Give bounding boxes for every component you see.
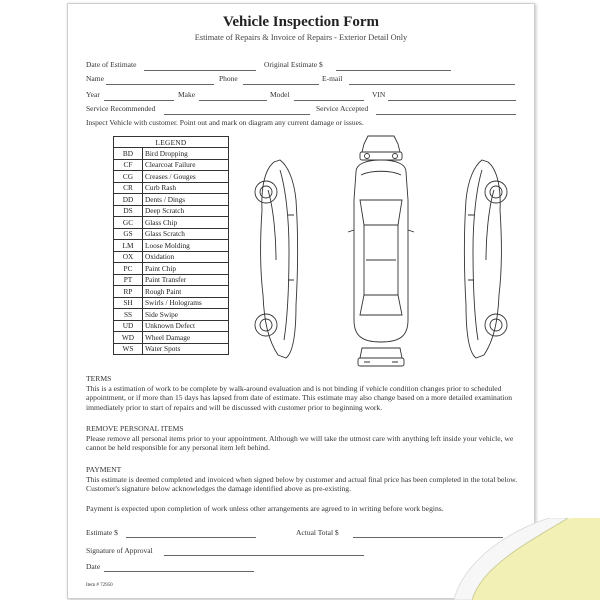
legend-label: Side Swipe bbox=[143, 309, 229, 321]
legend-code: GC bbox=[114, 217, 143, 229]
legend-label: Clearcoat Failure bbox=[143, 159, 229, 171]
model-field[interactable] bbox=[294, 90, 364, 101]
phone-field[interactable] bbox=[243, 74, 319, 85]
legend-code: SS bbox=[114, 309, 143, 321]
legend-code: GS bbox=[114, 228, 143, 240]
year-label: Year bbox=[86, 90, 100, 99]
legend-code: PC bbox=[114, 263, 143, 275]
legend-label: Wheel Damage bbox=[143, 332, 229, 344]
legend-label: Oxidation bbox=[143, 251, 229, 263]
legend-label: Glass Chip bbox=[143, 217, 229, 229]
estimate-field[interactable] bbox=[126, 527, 256, 538]
legend-row bbox=[114, 309, 229, 321]
legend-row bbox=[114, 205, 229, 217]
legend-code: OX bbox=[114, 251, 143, 263]
date-of-estimate-field[interactable] bbox=[144, 60, 256, 71]
legend-title: LEGEND bbox=[114, 137, 229, 148]
row-service bbox=[86, 104, 526, 116]
rear-view[interactable] bbox=[358, 348, 404, 366]
legend-row bbox=[114, 228, 229, 240]
legend-row bbox=[114, 182, 229, 194]
signature-field[interactable] bbox=[164, 545, 364, 556]
service-recommended-label: Service Recommended bbox=[86, 104, 156, 113]
legend-row bbox=[114, 240, 229, 252]
legend-code: DD bbox=[114, 194, 143, 206]
legend-label: Deep Scratch bbox=[143, 205, 229, 217]
legend-row bbox=[114, 217, 229, 229]
legend-row bbox=[114, 159, 229, 171]
legend-label: Swirls / Holograms bbox=[143, 297, 229, 309]
form-subtitle: Estimate of Repairs & Invoice of Repairs - Exterior Detail Only bbox=[194, 33, 408, 42]
carbonless-copy-curl bbox=[446, 518, 600, 600]
email-field[interactable] bbox=[349, 74, 515, 85]
legend-code: CF bbox=[114, 159, 143, 171]
terms-section bbox=[86, 374, 526, 412]
legend-row bbox=[114, 148, 229, 160]
legend-row bbox=[114, 251, 229, 263]
terms-heading: TERMS bbox=[86, 374, 112, 383]
payment-section bbox=[86, 465, 526, 494]
legend-code: WD bbox=[114, 332, 143, 344]
vin-label: VIN bbox=[372, 90, 386, 99]
legend-label: Dents / Dings bbox=[143, 194, 229, 206]
legend-label: Creases / Gouges bbox=[143, 171, 229, 183]
legend-row bbox=[114, 320, 229, 332]
legend-label: Rough Paint bbox=[143, 286, 229, 298]
payment-note: Payment is expected upon completion of work unless other arrangements are agreed to in writing before work begins. bbox=[86, 504, 444, 513]
top-view[interactable] bbox=[348, 160, 414, 342]
estimate-label: Estimate $ bbox=[86, 528, 118, 537]
make-label: Make bbox=[178, 90, 196, 99]
remove-items-section bbox=[86, 424, 526, 453]
legend-code: WS bbox=[114, 343, 143, 355]
service-accepted-label: Service Accepted bbox=[316, 104, 369, 113]
right-side-view[interactable] bbox=[465, 160, 508, 358]
legend-label: Paint Chip bbox=[143, 263, 229, 275]
vehicle-damage-diagram[interactable] bbox=[236, 130, 526, 370]
make-field[interactable] bbox=[199, 90, 267, 101]
actual-total-label: Actual Total $ bbox=[296, 528, 339, 537]
legend-label: Unknown Defect bbox=[143, 320, 229, 332]
name-field[interactable] bbox=[106, 74, 214, 85]
date-label: Date bbox=[86, 562, 101, 571]
legend-code: DS bbox=[114, 205, 143, 217]
row-date-estimate bbox=[86, 60, 526, 72]
legend-table bbox=[113, 136, 229, 355]
payment-body: This estimate is deemed completed and invoiced when signed below by customer and actual final price has been completed in the total below. Customer's signature below acknowledges the damage identified above as pre-existing. bbox=[86, 474, 518, 494]
service-recommended-field[interactable] bbox=[164, 104, 310, 115]
email-label: E-mail bbox=[322, 74, 343, 83]
remove-items-heading: REMOVE PERSONAL ITEMS bbox=[86, 424, 184, 433]
signature-label: Signature of Approval bbox=[86, 546, 153, 555]
model-label: Model bbox=[270, 90, 290, 99]
service-accepted-field[interactable] bbox=[376, 104, 516, 115]
year-field[interactable] bbox=[104, 90, 174, 101]
item-number: Item # 72950 bbox=[86, 583, 113, 588]
date-field[interactable] bbox=[104, 561, 254, 572]
legend-code: PT bbox=[114, 274, 143, 286]
legend-label: Paint Transfer bbox=[143, 274, 229, 286]
legend-body bbox=[114, 148, 229, 355]
remove-items-body: Please remove all personal items prior to your appointment. Although we will take the utmost care with anything left inside your vehicle, we cannot be held responsible for any personal item left behind. bbox=[86, 433, 514, 453]
legend-row bbox=[114, 263, 229, 275]
original-estimate-field[interactable] bbox=[336, 60, 451, 71]
legend-code: CR bbox=[114, 182, 143, 194]
legend-code: CG bbox=[114, 171, 143, 183]
legend-code: UD bbox=[114, 320, 143, 332]
legend-label: Curb Rash bbox=[143, 182, 229, 194]
legend-code: BD bbox=[114, 148, 143, 160]
front-view[interactable] bbox=[360, 136, 402, 160]
name-label: Name bbox=[86, 74, 104, 83]
legend-row bbox=[114, 274, 229, 286]
legend-row bbox=[114, 332, 229, 344]
legend-label: Water Spots bbox=[143, 343, 229, 355]
terms-body: This is a estimation of work to be complete by walk-around evaluation and is not binding if vehicle condition changes prior to scheduled appointment, or if more than 15 days has lapsed from date of estimate. This estimate may also change based on a more detailed examination immediately prior to start of repairs and will be discussed with customer prior to beginning work. bbox=[86, 383, 513, 412]
legend-code: LM bbox=[114, 240, 143, 252]
legend-label: Bird Dropping bbox=[143, 148, 229, 160]
legend-row bbox=[114, 297, 229, 309]
legend-row bbox=[114, 171, 229, 183]
vin-field[interactable] bbox=[388, 90, 516, 101]
left-side-view[interactable] bbox=[255, 160, 298, 358]
payment-heading: PAYMENT bbox=[86, 465, 122, 474]
legend-label: Loose Molding bbox=[143, 240, 229, 252]
legend-row bbox=[114, 343, 229, 355]
legend-row bbox=[114, 194, 229, 206]
legend-label: Glass Scratch bbox=[143, 228, 229, 240]
legend-code: RP bbox=[114, 286, 143, 298]
original-estimate-label: Original Estimate $ bbox=[264, 60, 323, 69]
legend-code: SH bbox=[114, 297, 143, 309]
row-vehicle bbox=[86, 90, 526, 102]
phone-label: Phone bbox=[219, 74, 238, 83]
inspection-form-sheet bbox=[67, 3, 535, 599]
inspect-instruction: Inspect Vehicle with customer. Point out and mark on diagram any current damage or issues. bbox=[86, 118, 364, 127]
form-title: Vehicle Inspection Form bbox=[222, 14, 380, 30]
legend-row bbox=[114, 286, 229, 298]
row-contact bbox=[86, 74, 526, 86]
date-of-estimate-label: Date of Estimate bbox=[86, 60, 137, 69]
